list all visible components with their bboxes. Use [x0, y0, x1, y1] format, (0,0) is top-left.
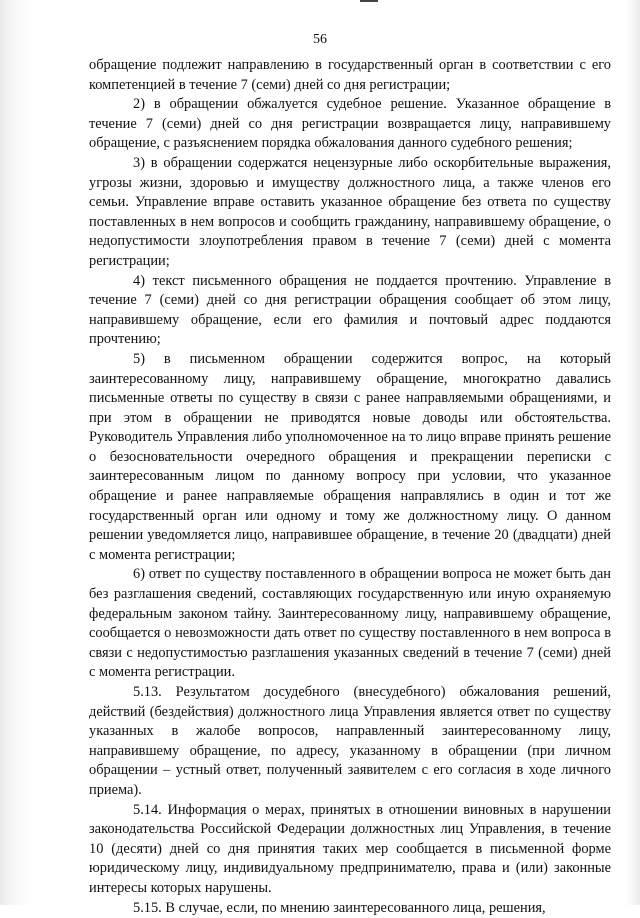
paragraph-5-13: 5.13. Результатом досудебного (внесудебного) обжалования решений, действий (бездействия) должностного лица Управления является ответ по существу указанных в жалобе вопросов, направленный заинтересованному лицу, направившему обращение, по адресу, указанному в обращении (при личном обращении – устный ответ, полученный заявителем с его согласия в ходе личного приема). — [89, 684, 611, 798]
paragraph-item-2: 2) в обращении обжалуется судебное решение. Указанное обращение в течение 7 (семи) дней со дня регистрации возвращается лицу, направившему обращение, с разъяснением порядка обжалования данного судебного решения; — [89, 96, 611, 152]
paragraph-5-14: 5.14. Информация о мерах, принятых в отношении виновных в нарушении законодательства Российской Федерации должностных лиц Управления, в течение 10 (десяти) дней со дня принятия таких мер сообщается в письменной форме юридическому лицу, индивидуальному предпринимателю, права и (или) законные интересы которых нарушены. — [89, 801, 611, 896]
scan-mark — [360, 0, 378, 2]
paragraph-item-3: 3) в обращении содержатся нецензурные либо оскорбительные выражения, угрозы жизни, здоровью и имуществу должностного лица, а также членов его семьи. Управление вправе оставить указанное обращение без ответа по существу поставленных в нем вопросов и сообщить гражданину, направившему обращение, о недопустимости злоупотребления правом в течение 7 (семи) дней с момента регистрации; — [89, 154, 611, 269]
paragraph-item-6: 6) ответ по существу поставленного в обращении вопроса не может быть дан без разглашения сведений, составляющих государственную или иную охраняемую федеральным законом тайну. Заинтересованному лицу, направившему обращение, сообщается о невозможности дать ответ по существу поставленного в нем вопроса в связи с недопустимостью разглашения указанных сведений в течение 7 (семи) дней с момента регистрации. — [89, 566, 611, 681]
paragraph-item-4: 4) текст письменного обращения не поддается прочтению. Управление в течение 7 (семи) дней со дня регистрации обращения сообщает об этом лицу, направившему обращение, если его фамилия и почтовый адрес поддаются прочтению; — [89, 272, 611, 348]
page-number: 56 — [313, 32, 327, 47]
paragraph-item-5: 5) в письменном обращении содержится вопрос, на который заинтересованному лицу, направившему обращение, многократно давались письменные ответы по существу в связи с ранее направляемыми обращениями, и при этом в обращении не приводятся новые доводы или обстоятельства. Руководитель Управления либо уполномоченное на то лицо вправе принять решение о безосновательности очередного обращения и прекращении переписки с заинтересованным лицом по данному вопросу при условии, что указанное обращение и ранее направляемые обращения направлялись в один и тот же государственный орган или одному и тому же должностному лицу. О данном решении уведомляется лицо, направившее обращение, в течение 20 (двадцати) дней с момента регистрации; — [89, 350, 611, 563]
scan-shadow-left — [0, 0, 30, 905]
paragraph-5-15: 5.15. В случае, если, по мнению заинтересованного лица, решения, — [133, 899, 546, 916]
document-body — [89, 56, 611, 918]
scan-shadow-right — [626, 0, 640, 905]
paragraph-continuation: обращение подлежит направлению в государственный орган в соответствии с его компетенцией в течение 7 (семи) дней со дня регистрации; — [89, 57, 611, 93]
